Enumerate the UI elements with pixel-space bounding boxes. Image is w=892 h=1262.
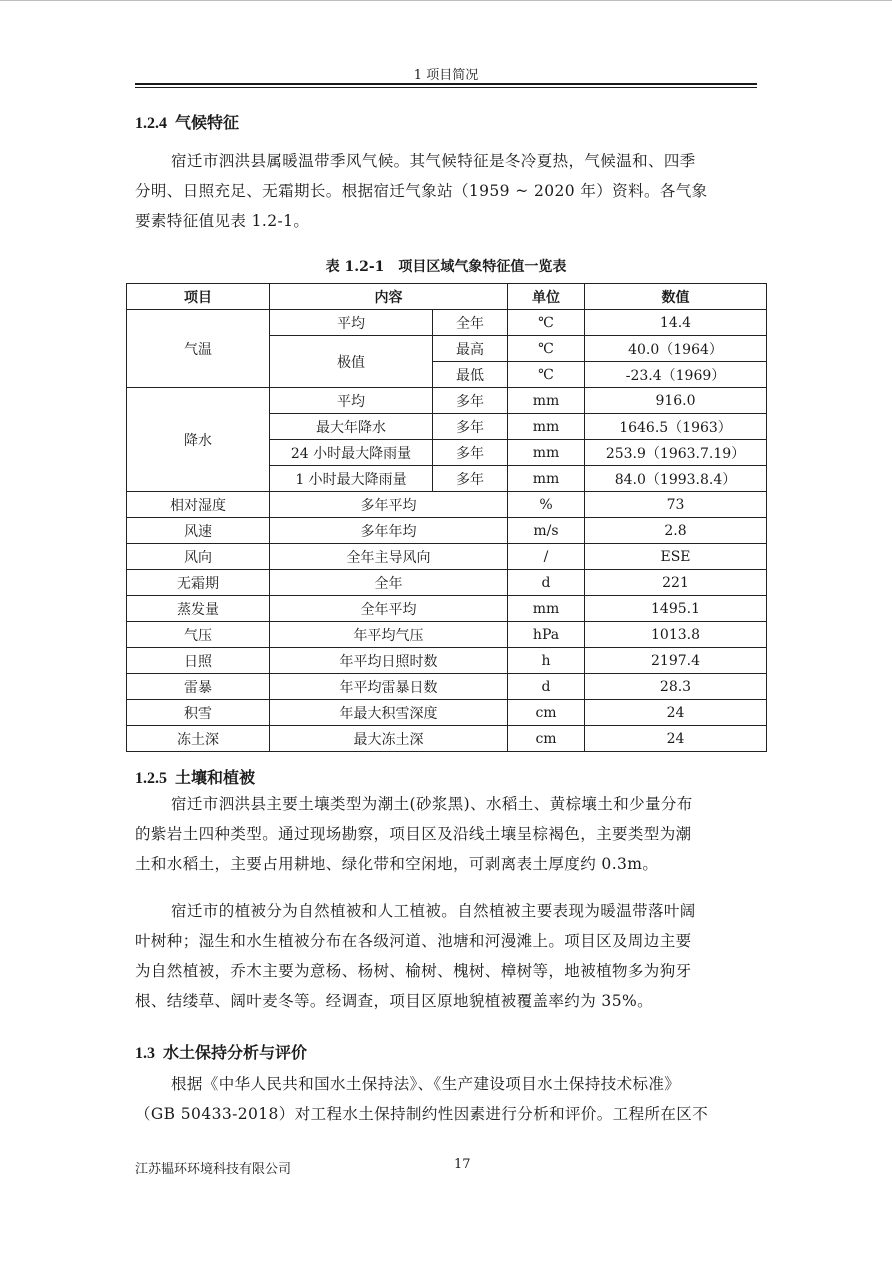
- paragraph-line: 要素特征值见表 1.2-1。: [135, 212, 310, 230]
- cell-unit: d: [508, 570, 585, 596]
- cell-item: 雷暴: [127, 674, 270, 700]
- section-title: 土壤和植被: [175, 770, 256, 787]
- cell-period: 多年: [433, 440, 508, 466]
- cell-item: 气压: [127, 622, 270, 648]
- table-row: [127, 388, 767, 414]
- cell-unit: cm: [508, 726, 585, 752]
- cell-period: 多年: [433, 466, 508, 492]
- soil-paragraph: [135, 789, 757, 879]
- header-unit: 单位: [508, 284, 585, 310]
- cell-value: 73: [585, 492, 767, 518]
- cell-value: -23.4（1969）: [585, 362, 767, 388]
- table-row: [127, 518, 767, 544]
- cell-content: 年平均日照时数: [270, 648, 508, 674]
- table-row: [127, 700, 767, 726]
- section-heading-1-2-4: [135, 110, 239, 133]
- cell-content: 最大冻土深: [270, 726, 508, 752]
- cell-value: 40.0（1964）: [585, 336, 767, 362]
- table-row: [127, 492, 767, 518]
- cell-item: 风速: [127, 518, 270, 544]
- climate-table: [126, 283, 767, 752]
- cell-sub: 最大年降水: [270, 414, 433, 440]
- table-row: [127, 544, 767, 570]
- header-item: 项目: [127, 284, 270, 310]
- cell-period: 全年: [433, 310, 508, 336]
- header-rule-thin: [135, 87, 757, 88]
- page-number: 17: [454, 1157, 471, 1172]
- section-title: 水土保持分析与评价: [163, 1045, 308, 1062]
- cell-value: ESE: [585, 544, 767, 570]
- section-number: 1.3: [135, 1045, 155, 1062]
- page-top-edge: [0, 0, 892, 1]
- cell-item: 相对湿度: [127, 492, 270, 518]
- cell-item: 蒸发量: [127, 596, 270, 622]
- cell-item: 积雪: [127, 700, 270, 726]
- cell-sub: 平均: [270, 388, 433, 414]
- paragraph-line: 宿迁市的植被分为自然植被和人工植被。自然植被主要表现为暖温带落叶阔: [171, 902, 696, 920]
- cell-unit: mm: [508, 466, 585, 492]
- cell-value: 253.9（1963.7.19）: [585, 440, 767, 466]
- table-caption: 表 1.2-1 项目区域气象特征值一览表: [325, 259, 567, 275]
- cell-unit: hPa: [508, 622, 585, 648]
- cell-unit: mm: [508, 440, 585, 466]
- cell-content: 全年: [270, 570, 508, 596]
- table-header-row: [127, 284, 767, 310]
- paragraph-line: 分明、日照充足、无霜期长。根据宿迁气象站（1959 ~ 2020 年）资料。各气象: [135, 182, 708, 200]
- cell-unit: mm: [508, 414, 585, 440]
- table-row: [127, 674, 767, 700]
- table-row: [127, 596, 767, 622]
- cell-value: 916.0: [585, 388, 767, 414]
- cell-period: 最高: [433, 336, 508, 362]
- cell-value: 14.4: [585, 310, 767, 336]
- cell-unit: mm: [508, 596, 585, 622]
- row-label-temperature: 气温: [127, 310, 270, 388]
- cell-content: 全年平均: [270, 596, 508, 622]
- section-number: 1.2.5: [135, 770, 167, 787]
- cell-item: 无霜期: [127, 570, 270, 596]
- cell-sub: 24 小时最大降雨量: [270, 440, 433, 466]
- cell-value: 2197.4: [585, 648, 767, 674]
- cell-value: 221: [585, 570, 767, 596]
- cell-value: 24: [585, 700, 767, 726]
- footer-company: 江苏韫环环境科技有限公司: [135, 1162, 292, 1177]
- cell-value: 84.0（1993.8.4）: [585, 466, 767, 492]
- paragraph-line: 叶树种；湿生和水生植被分布在各级河道、池塘和河漫滩上。项目区及周边主要: [135, 932, 692, 950]
- paragraph-line: （GB 50433-2018）对工程水土保持制约性因素进行分析和评价。工程所在区不: [135, 1105, 709, 1123]
- cell-sub: 1 小时最大降雨量: [270, 466, 433, 492]
- vegetation-paragraph: [135, 896, 757, 1016]
- cell-content: 全年主导风向: [270, 544, 508, 570]
- paragraph-line: 宿迁市泗洪县属暖温带季风气候。其气候特征是冬冷夏热，气候温和、四季: [171, 152, 696, 170]
- cell-value: 1013.8: [585, 622, 767, 648]
- paragraph-line: 土和水稻土，主要占用耕地、绿化带和空闲地，可剥离表土厚度约 0.3m。: [135, 855, 659, 873]
- cell-content: 多年年均: [270, 518, 508, 544]
- cell-unit: ℃: [508, 362, 585, 388]
- cell-item: 冻土深: [127, 726, 270, 752]
- table-row: [127, 570, 767, 596]
- cell-content: 年最大积雪深度: [270, 700, 508, 726]
- table-row: [127, 648, 767, 674]
- cell-unit: ℃: [508, 336, 585, 362]
- header-rule: [135, 83, 757, 85]
- cell-item: 日照: [127, 648, 270, 674]
- climate-paragraph: [135, 146, 757, 236]
- running-header: 1 项目简况: [413, 68, 479, 83]
- cell-unit: %: [508, 492, 585, 518]
- section-number: 1.2.4: [135, 115, 167, 132]
- cell-item: 风向: [127, 544, 270, 570]
- cell-sub-extreme: 极值: [270, 336, 433, 388]
- section-title: 气候特征: [175, 115, 240, 132]
- cell-period: 最低: [433, 362, 508, 388]
- cell-content: 年平均雷暴日数: [270, 674, 508, 700]
- paragraph-line: 的紫岩土四种类型。通过现场勘察，项目区及沿线土壤呈棕褐色，主要类型为潮: [135, 825, 692, 843]
- cell-value: 24: [585, 726, 767, 752]
- soil-conservation-paragraph: [135, 1069, 757, 1129]
- cell-unit: d: [508, 674, 585, 700]
- cell-content: 年平均气压: [270, 622, 508, 648]
- cell-unit: cm: [508, 700, 585, 726]
- section-heading-1-2-5: [135, 765, 255, 788]
- paragraph-line: 为自然植被，乔木主要为意杨、杨树、榆树、槐树、樟树等，地被植物多为狗牙: [135, 962, 692, 980]
- paragraph-line: 根据《中华人民共和国水土保持法》、《生产建设项目水土保持技术标准》: [171, 1075, 681, 1093]
- header-value: 数值: [585, 284, 767, 310]
- table-row: [127, 622, 767, 648]
- cell-unit: /: [508, 544, 585, 570]
- cell-value: 28.3: [585, 674, 767, 700]
- section-heading-1-3: [135, 1040, 307, 1063]
- header-content: 内容: [270, 284, 508, 310]
- cell-value: 1646.5（1963）: [585, 414, 767, 440]
- cell-unit: mm: [508, 388, 585, 414]
- cell-unit: m/s: [508, 518, 585, 544]
- cell-period: 多年: [433, 388, 508, 414]
- table-row: [127, 310, 767, 336]
- row-label-precipitation: 降水: [127, 388, 270, 492]
- paragraph-line: 宿迁市泗洪县主要土壤类型为潮土(砂浆黑)、水稻土、黄棕壤土和少量分布: [171, 795, 693, 813]
- paragraph-line: 根、结缕草、阔叶麦冬等。经调查，项目区原地貌植被覆盖率约为 35%。: [135, 992, 653, 1010]
- cell-value: 1495.1: [585, 596, 767, 622]
- cell-unit: ℃: [508, 310, 585, 336]
- cell-content: 多年平均: [270, 492, 508, 518]
- cell-sub: 平均: [270, 310, 433, 336]
- cell-unit: h: [508, 648, 585, 674]
- cell-value: 2.8: [585, 518, 767, 544]
- table-row: [127, 726, 767, 752]
- cell-period: 多年: [433, 414, 508, 440]
